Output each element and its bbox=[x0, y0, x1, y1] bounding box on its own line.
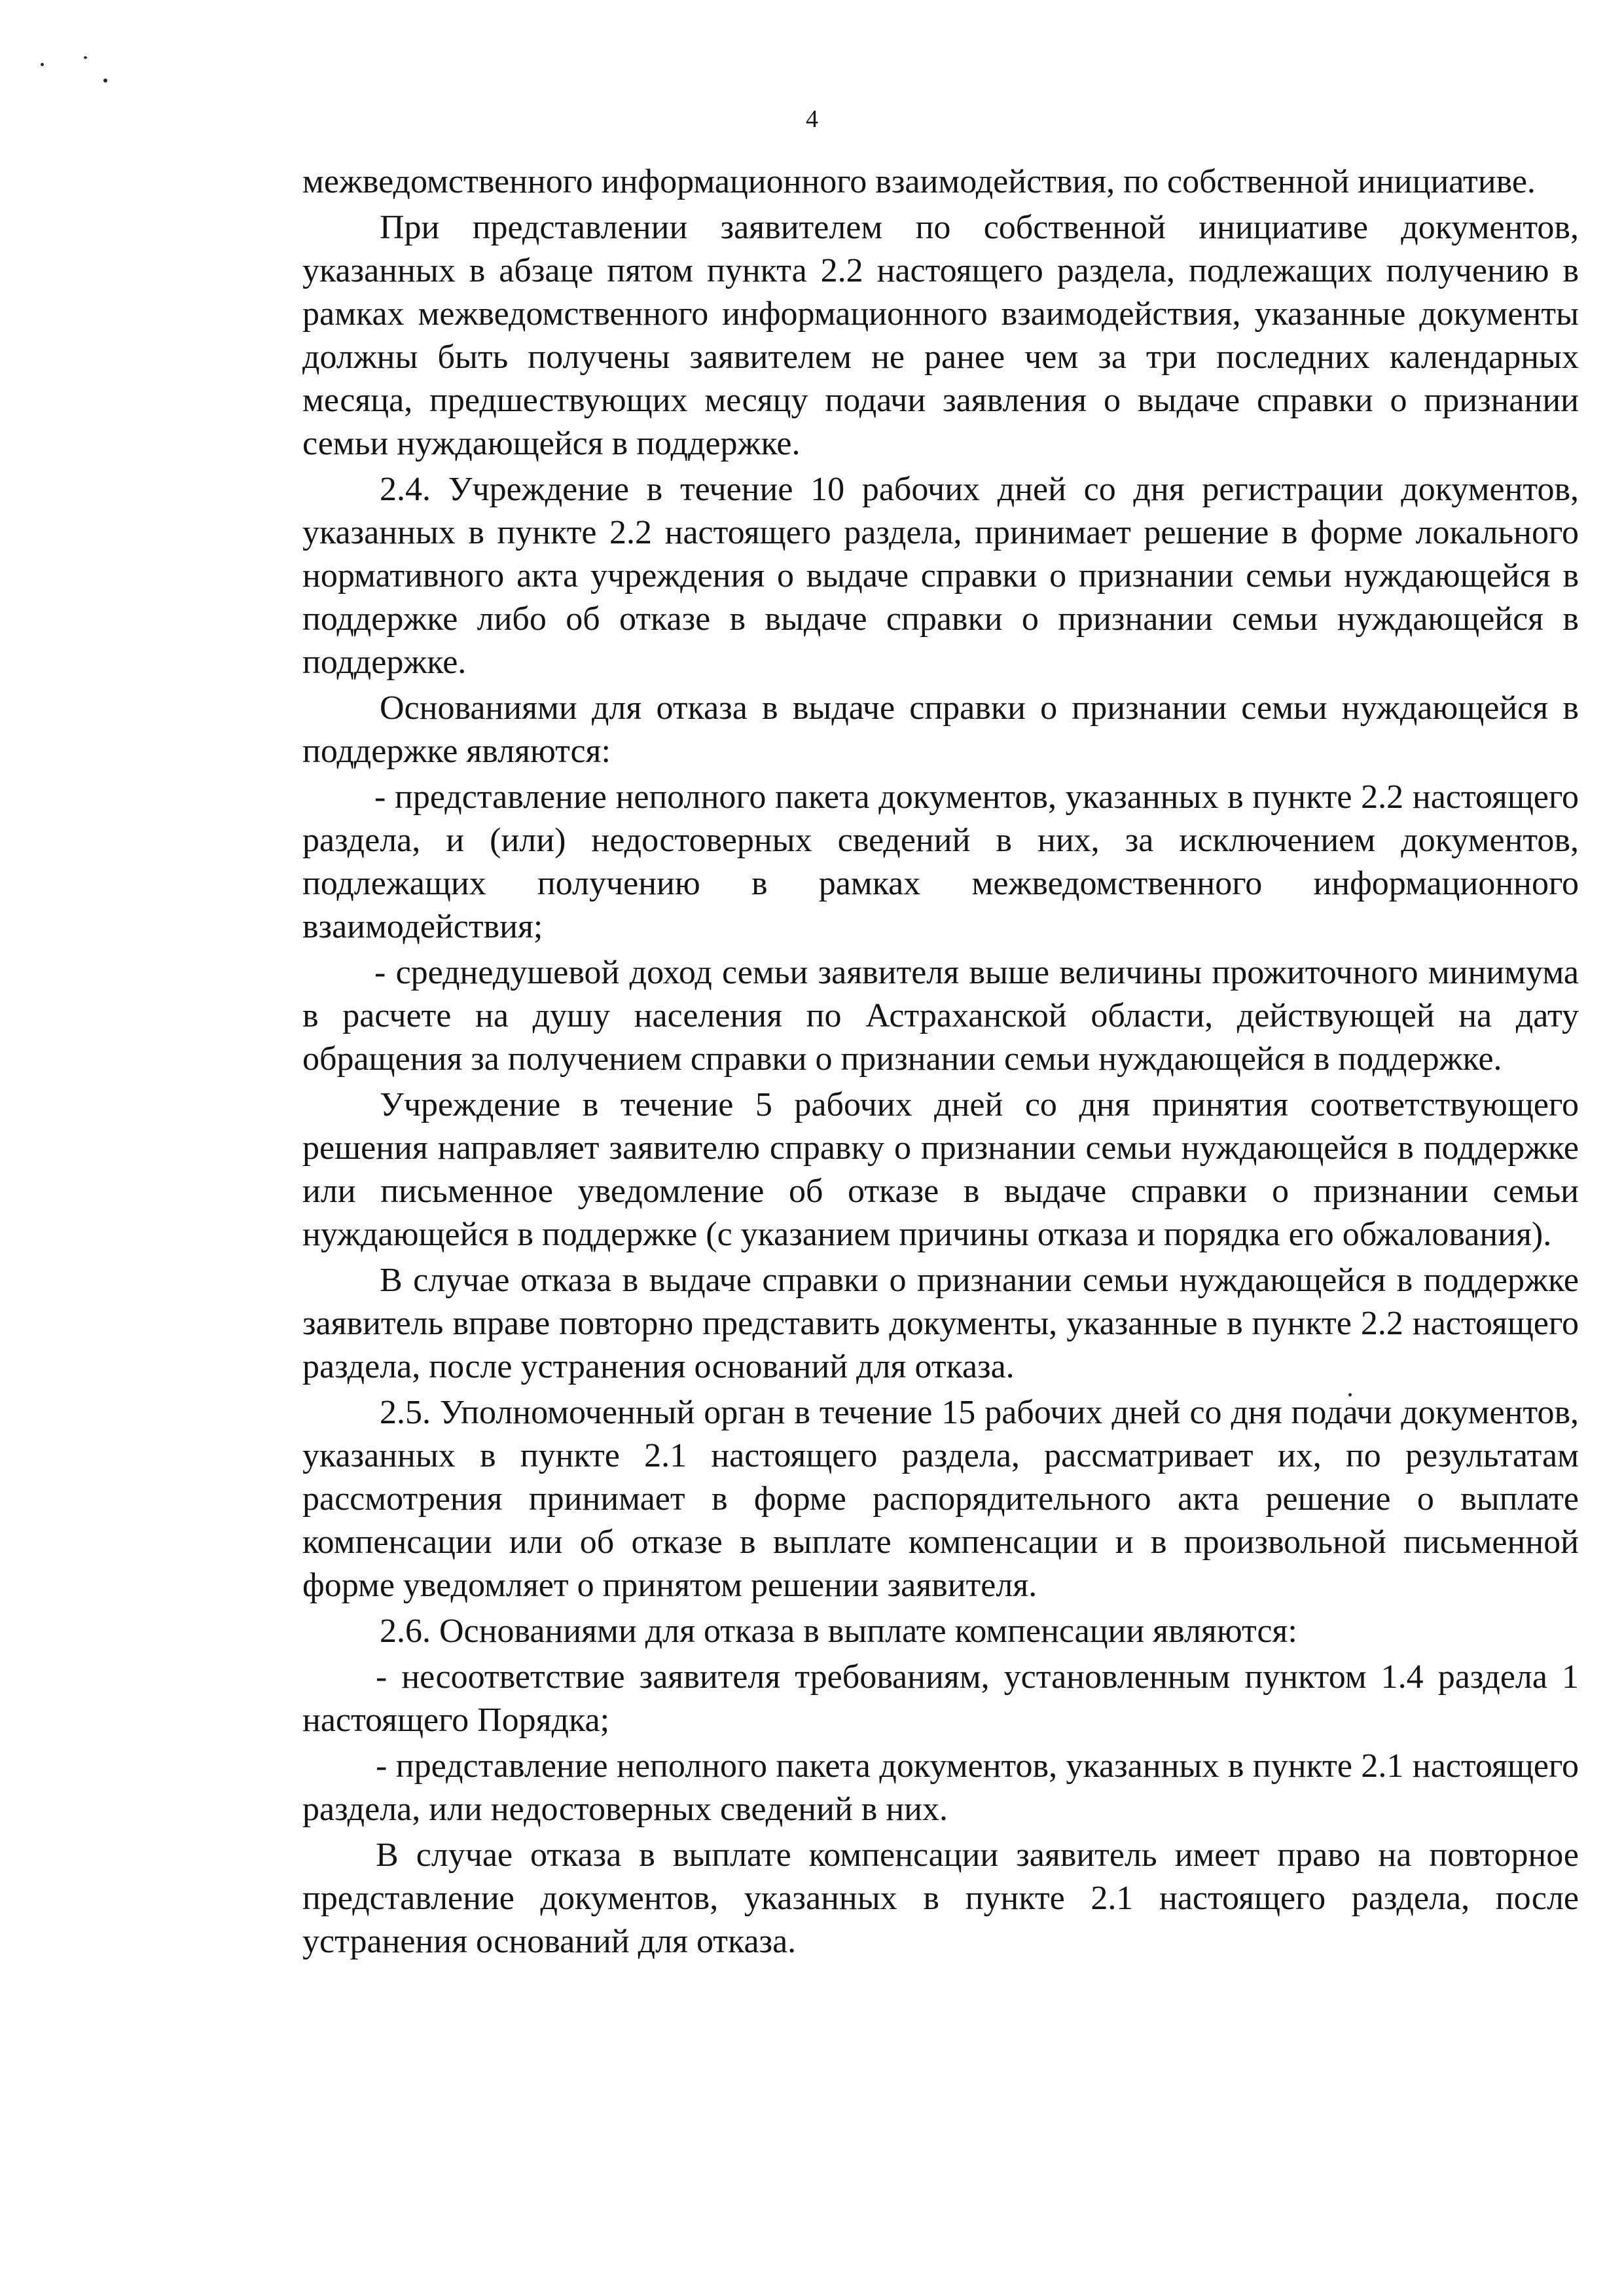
paragraph: - представление неполного пакета документов, указанных в пункте 2.1 настоящего раздела, или недостоверных сведений в них. bbox=[302, 1747, 1579, 1828]
scan-speck bbox=[84, 56, 87, 59]
paragraph: В случае отказа в выдаче справки о признании семьи нуждающейся в поддержке заявитель вправе повторно представить документы, указанные в пункте 2.2 настоящего раздела, после устранения оснований для отказа. bbox=[302, 1262, 1579, 1385]
page-number: 4 bbox=[806, 105, 818, 133]
paragraph: 2.5. Уполномоченный орган в течение 15 рабочих дней со дня подачи документов, указанных в пункте 2.1 настоящего раздела, рассматривает их, по результатам рассмотрения принимает в форме распорядительного акта решение о выплате компенсации или об отказе в выплате компенсации и в произвольной письменной форме уведомляет о принятом решении заявителя. bbox=[302, 1394, 1579, 1604]
paragraph: - несоответствие заявителя требованиям, установленным пунктом 1.4 раздела 1 настоящего Порядка; bbox=[302, 1658, 1579, 1739]
paragraph: Основаниями для отказа в выдаче справки о признании семьи нуждающейся в поддержке являются: bbox=[302, 689, 1579, 770]
scan-speck bbox=[41, 63, 44, 66]
paragraph: При представлении заявителем по собственной инициативе документов, указанных в абзаце пятом пункта 2.2 настоящего раздела, подлежащих получению в рамках межведомственного информационного взаимодействия, указанные документы должны быть получены заявителем не ранее чем за три последних календарных месяца, предшествующих месяцу подачи заявления о выдаче справки о признании семьи нуждающейся в поддержке. bbox=[302, 209, 1579, 462]
paragraph: В случае отказа в выплате компенсации заявитель имеет право на повторное представление документов, указанных в пункте 2.1 настоящего раздела, после устранения оснований для отказа. bbox=[302, 1836, 1579, 1960]
paragraph: 2.6. Основаниями для отказа в выплате компенсации являются: bbox=[380, 1613, 1297, 1650]
paragraph: - среднедушевой доход семьи заявителя выше величины прожиточного минимума в расчете на душу населения по Астраханской области, действующей на дату обращения за получением справки о признании семьи нуждающейся в поддержке. bbox=[302, 954, 1579, 1078]
paragraph: - представление неполного пакета документов, указанных в пункте 2.2 настоящего раздела, и (или) недостоверных сведений в них, за исключением документов, подлежащих получению в рамках межведомственного информационного взаимодействия; bbox=[302, 778, 1579, 945]
paragraph: 2.4. Учреждение в течение 10 рабочих дней со дня регистрации документов, указанных в пункте 2.2 настоящего раздела, принимает решение в форме локального нормативного акта учреждения о выдаче справки о признании семьи нуждающейся в поддержке либо об отказе в выдаче справки о признании семьи нуждающейся в поддержке. bbox=[302, 471, 1579, 681]
scan-speck bbox=[103, 79, 107, 82]
paragraph: Учреждение в течение 5 рабочих дней со дня принятия соответствующего решения направляет заявителю справку о признании семьи нуждающейся в поддержке или письменное уведомление об отказе в выдаче справки о признании семьи нуждающейся в поддержке (с указанием причины отказа и порядка его обжалования). bbox=[302, 1086, 1579, 1253]
paragraph: межведомственного информационного взаимодействия, по собственной инициативе. bbox=[302, 163, 1536, 200]
document-body bbox=[302, 160, 1579, 1966]
